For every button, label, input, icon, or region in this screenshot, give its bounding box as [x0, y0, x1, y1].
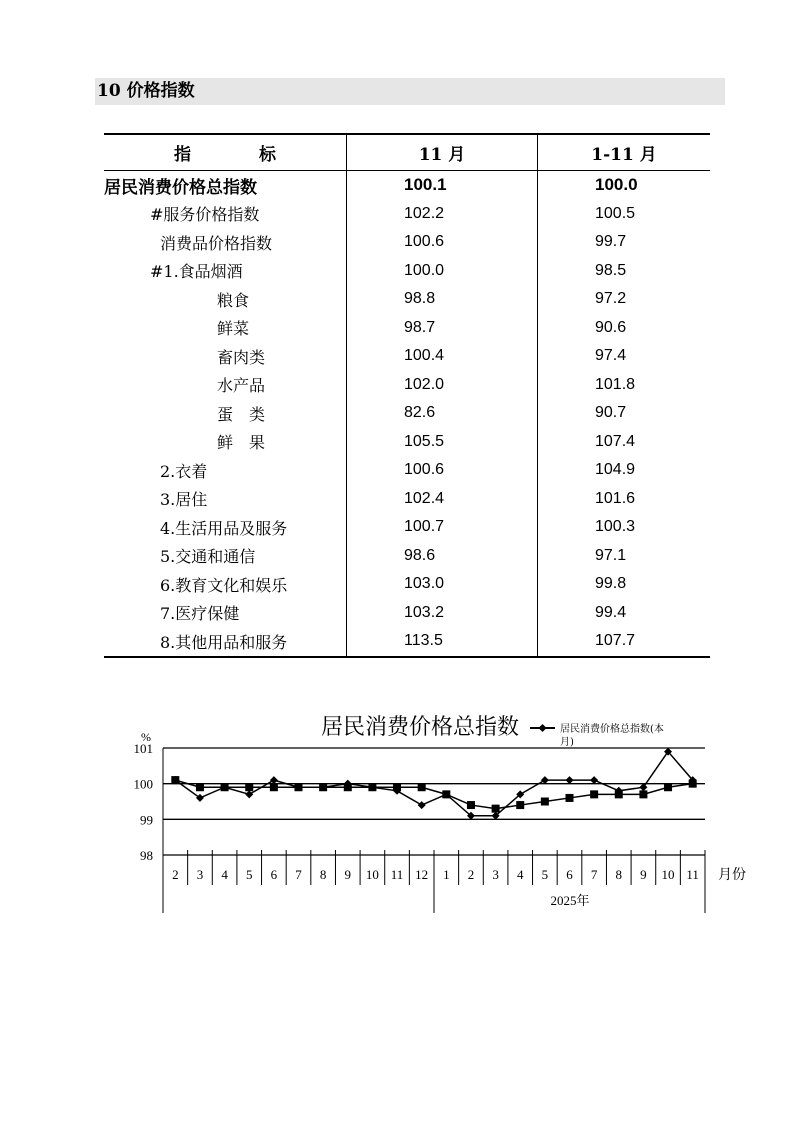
chart-title: 居民消费价格总指数	[320, 715, 520, 740]
value-ytd: 101.6	[538, 485, 711, 514]
x-tick-label: 6	[566, 867, 573, 882]
x-tick-label: 9	[344, 867, 352, 882]
value-month: 113.5	[347, 627, 538, 657]
data-point-square	[368, 783, 376, 791]
value-ytd: 98.5	[538, 257, 711, 286]
value-ytd: 90.6	[538, 314, 711, 343]
x-tick-label: 12	[415, 867, 429, 882]
x-tick-label: 7	[295, 867, 302, 882]
row-label: 4.生活用品及服务	[160, 518, 288, 538]
value-month: 98.7	[347, 314, 538, 343]
x-tick-label: 11	[390, 867, 404, 882]
value-month: 103.2	[347, 599, 538, 628]
data-point-square	[615, 790, 623, 798]
value-ytd: 107.4	[538, 428, 711, 457]
y-tick-label: 99	[140, 812, 153, 828]
data-point-diamond	[418, 801, 426, 809]
value-month: 103.0	[347, 570, 538, 599]
value-ytd: 97.1	[538, 542, 711, 571]
data-point-square	[566, 794, 574, 802]
x-tick-label: 8	[615, 867, 623, 882]
row-label: 鲜 果	[217, 433, 266, 453]
y-unit-label: %	[141, 730, 151, 744]
data-point-square	[516, 801, 524, 809]
row-label: 鲜菜	[217, 319, 250, 339]
row-label: #1.食品烟酒	[150, 262, 243, 282]
x-tick-label: 2	[467, 867, 475, 882]
value-month: 98.6	[347, 542, 538, 571]
x-tick-label: 5	[541, 867, 549, 882]
row-label: 6.教育文化和娱乐	[160, 575, 288, 595]
data-point-square	[467, 801, 475, 809]
year-label: 2025年	[550, 893, 590, 908]
x-axis-label: 月份	[718, 867, 746, 883]
header-ytd: 1-11 月	[538, 134, 711, 171]
data-point-square	[639, 790, 647, 798]
x-tick-label: 4	[516, 867, 524, 882]
value-month: 100.6	[347, 228, 538, 257]
row-label: 消费品价格指数	[160, 233, 273, 253]
x-tick-label: 4	[221, 867, 228, 882]
value-ytd: 100.0	[538, 171, 711, 200]
legend-label-cont: 月)	[560, 737, 574, 748]
value-ytd: 97.4	[538, 342, 711, 371]
value-ytd: 99.4	[538, 599, 711, 628]
data-point-square	[295, 783, 303, 791]
x-tick-label: 8	[319, 867, 327, 882]
data-point-diamond	[245, 790, 253, 798]
data-point-square	[171, 776, 179, 784]
data-point-square	[196, 783, 204, 791]
value-ytd: 97.2	[538, 285, 711, 314]
legend-diamond-icon	[539, 724, 547, 732]
data-point-square	[418, 783, 426, 791]
value-month: 98.8	[347, 285, 538, 314]
value-month: 105.5	[347, 428, 538, 457]
x-tick-label: 9	[640, 867, 647, 882]
row-label: 粮食	[217, 290, 250, 310]
x-tick-label: 6	[270, 867, 278, 882]
x-tick-label: 11	[686, 867, 699, 882]
value-ytd: 90.7	[538, 399, 711, 428]
row-label: 2.衣着	[160, 461, 208, 481]
data-point-square	[245, 783, 253, 791]
value-month: 102.2	[347, 200, 538, 229]
row-label: 水产品	[217, 376, 266, 396]
data-point-square	[664, 783, 672, 791]
value-ytd: 99.7	[538, 228, 711, 257]
x-tick-label: 10	[661, 867, 675, 882]
x-tick-label: 7	[590, 867, 598, 882]
row-label: 居民消费价格总指数	[104, 177, 257, 198]
value-month: 100.7	[347, 513, 538, 542]
y-tick-label: 101	[133, 741, 153, 756]
value-month: 100.1	[347, 171, 538, 200]
x-tick-label: 1	[443, 867, 450, 882]
value-ytd: 100.5	[538, 200, 711, 229]
value-ytd: 100.3	[538, 513, 711, 542]
value-ytd: 99.8	[538, 570, 711, 599]
data-point-square	[270, 783, 278, 791]
row-label: 畜肉类	[217, 347, 266, 367]
data-point-square	[221, 783, 229, 791]
row-label: 7.医疗保健	[160, 604, 240, 624]
value-ytd: 101.8	[538, 371, 711, 400]
data-point-diamond	[590, 776, 598, 784]
header-indicator: 指 标	[104, 134, 347, 171]
value-month: 102.0	[347, 371, 538, 400]
x-tick-label: 10	[365, 867, 379, 882]
value-month: 100.0	[347, 257, 538, 286]
data-point-diamond	[541, 776, 549, 784]
x-tick-label: 2	[172, 867, 179, 882]
row-label: 蛋 类	[217, 404, 266, 424]
value-month: 102.4	[347, 485, 538, 514]
header-month: 11 月	[347, 134, 538, 171]
value-ytd: 104.9	[538, 456, 711, 485]
value-month: 82.6	[347, 399, 538, 428]
value-ytd: 107.7	[538, 627, 711, 657]
value-month: 100.4	[347, 342, 538, 371]
data-point-diamond	[270, 776, 278, 784]
data-point-square	[492, 805, 500, 813]
y-tick-label: 100	[133, 776, 153, 792]
row-label: 5.交通和通信	[160, 547, 256, 567]
data-point-diamond	[566, 776, 574, 784]
data-point-square	[319, 783, 327, 791]
value-month: 100.6	[347, 456, 538, 485]
section-title: 10 价格指数	[95, 78, 725, 105]
data-point-square	[442, 790, 450, 798]
row-label: #服务价格指数	[150, 205, 260, 225]
data-point-square	[393, 783, 401, 791]
x-tick-label: 3	[492, 867, 499, 882]
y-tick-label: 98	[140, 848, 153, 863]
x-tick-label: 3	[196, 867, 204, 882]
data-point-square	[590, 790, 598, 798]
row-label: 8.其他用品和服务	[104, 627, 347, 657]
legend-label: 居民消费价格总指数(本	[560, 724, 664, 735]
data-point-square	[541, 798, 549, 806]
row-label: 3.居住	[160, 490, 208, 510]
x-tick-label: 5	[245, 867, 253, 882]
data-point-square	[344, 783, 352, 791]
data-point-square	[689, 780, 697, 788]
